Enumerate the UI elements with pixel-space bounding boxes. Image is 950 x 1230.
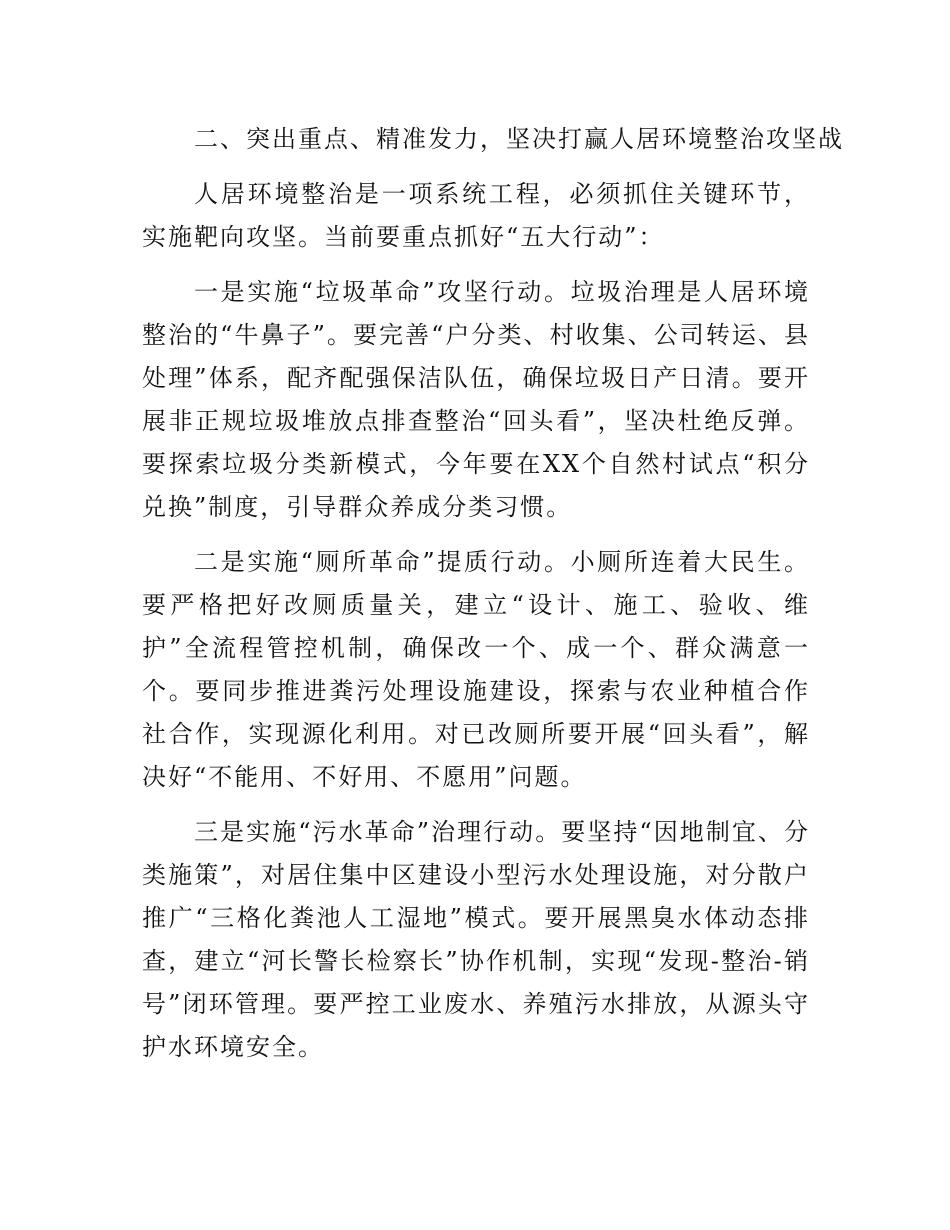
paragraph-garbage-revolution: 一是实施“垃圾革命”攻坚行动。垃圾治理是人居环境整治的“牛鼻子”。要完善“户分类、村收集、公司转运、县处理”体系，配齐配强保洁队伍，确保垃圾日产日清。要开展非正规垃圾堆放点排查整治“回头看”，坚决杜绝反弹。要探索垃圾分类新模式，今年要在XX个自然村试点“积分兑换”制度，引导群众养成分类习惯。: [142, 278, 810, 521]
paragraph-intro: 人居环境整治是一项系统工程，必须抓住关键环节，实施靶向攻坚。当前要重点抓好“五大行动”：: [142, 180, 810, 251]
paragraph-sewage-revolution: 三是实施“污水革命”治理行动。要坚持“因地制宜、分类施策”，对居住集中区建设小型污水处理设施，对分散户推广“三格化粪池人工湿地”模式。要开展黑臭水体动态排查，建立“河长警长检察长”协作机制，实现“发现-整治-销号”闭环管理。要严控工业废水、养殖污水排放，从源头守护水环境安全。: [142, 818, 810, 1061]
document-body: [142, 118, 844, 1081]
section-heading: 二、突出重点、精准发力，坚决打赢人居环境整治攻坚战: [194, 125, 844, 153]
paragraph-toilet-revolution: 二是实施“厕所革命”提质行动。小厕所连着大民生。要严格把好改厕质量关，建立“设计、施工、验收、维护”全流程管控机制，确保改一个、成一个、群众满意一个。要同步推进粪污处理设施建设，探索与农业种植合作社合作，实现源化利用。对已改厕所要开展“回头看”，解决好“不能用、不好用、不愿用”问题。: [142, 548, 810, 791]
